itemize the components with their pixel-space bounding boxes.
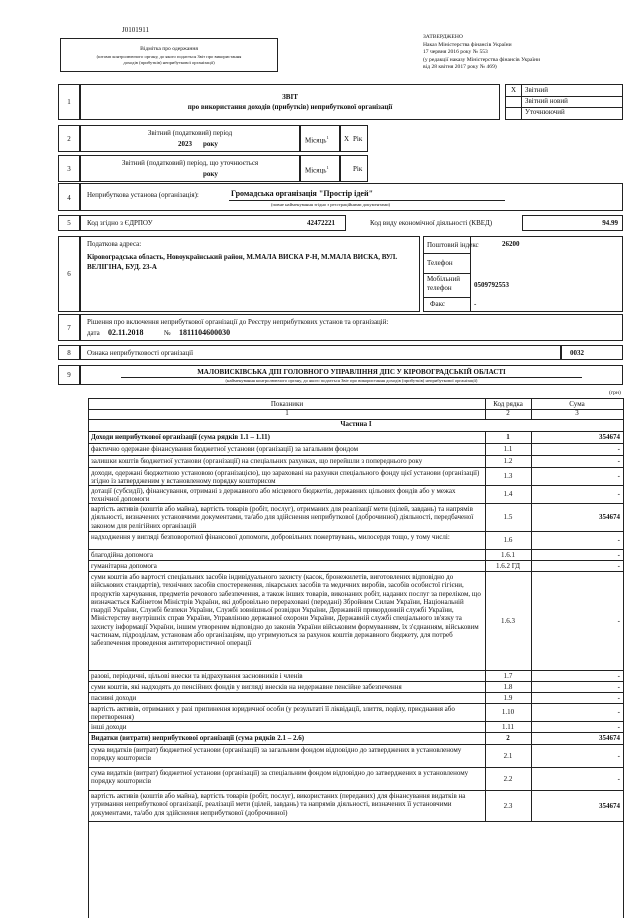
- column-number: 3: [575, 409, 579, 417]
- units-label: (грн): [609, 390, 621, 396]
- part-title: Частина I: [340, 420, 372, 428]
- corrected-period-year-word: року: [203, 170, 218, 178]
- mobile-label: Мобільний телефон: [427, 275, 460, 292]
- report-type-label: Звітний: [525, 86, 549, 94]
- row-label: разові, періодичні, цільові внески та відрахування засновників і членів: [91, 672, 303, 680]
- approval-line: 17 червня 2016 року № 553: [423, 49, 488, 56]
- indicators-table: [88, 398, 624, 918]
- row-sum[interactable]: -: [617, 536, 620, 544]
- receipt-stamp-line2: (штамп контролюючого органу, до якого подається Звіт про використання: [96, 54, 242, 59]
- row-label: сума видатків (витрат) бюджетної установи (організації) за загальним фондом відповідно до затверджених в установленому порядку кошторисів: [91, 746, 462, 763]
- approval-line: від 28 квітня 2017 року № 469): [423, 64, 497, 71]
- row-label: надходження у вигляді безповоротної фінансової допомоги, добровільних пожертвувань, милосердя тощо, у тому числі:: [91, 533, 450, 541]
- form-code: J0101911: [122, 26, 149, 34]
- decision-date-label: дата: [87, 329, 100, 337]
- row-6-number-cell: [58, 236, 80, 312]
- row-sum[interactable]: -: [617, 562, 620, 570]
- row-sum[interactable]: -: [617, 457, 620, 465]
- row-code: 1.6: [503, 536, 513, 544]
- table-row: [89, 468, 623, 485]
- year-cell: [340, 125, 368, 152]
- tax-authority-cell: [80, 365, 623, 385]
- table-row: [89, 704, 623, 721]
- approval-line: Наказ Міністерства фінансів України: [423, 41, 512, 48]
- nonprofit-sign-cell: [80, 345, 561, 360]
- row-sum[interactable]: -: [617, 683, 620, 691]
- tax-authority-note: (найменування контролюючого органу, до якого подається Звіт про використання доходів (прибутків) неприбуткової організації): [225, 378, 478, 383]
- table-row: [89, 722, 623, 732]
- table-row: [89, 550, 623, 560]
- month-cell: [300, 125, 340, 152]
- address-value[interactable]: Кіровоградська область, Новоукраїнський район, М.МАЛА ВИСКА Р-Н, М.МАЛА ВИСКА, ВУЛ. ВЕЛІГІНА, БУД. 23-А: [87, 253, 398, 271]
- row-1-number-cell: [58, 84, 80, 120]
- row-code: 2: [506, 734, 510, 742]
- table-row: [89, 456, 623, 467]
- corrected-period-label: Звітний (податковий) період, що уточнюється: [121, 159, 259, 167]
- row-sum[interactable]: -: [617, 445, 620, 453]
- nonprofit-sign-value-cell: [561, 345, 623, 360]
- receipt-stamp-line1: Відмітка про одержання: [140, 46, 198, 52]
- row-label: пасивні доходи: [91, 694, 137, 702]
- row-number: 4: [67, 194, 71, 202]
- row-sum[interactable]: -: [617, 708, 620, 716]
- organization-note: (повне найменування згідно з реєстраційними документами): [271, 202, 391, 207]
- row-code: 1.6.2 ГД: [496, 562, 520, 570]
- row-number: 6: [67, 270, 71, 278]
- tax-authority-name[interactable]: МАЛОВИСКІВСЬКА ДПІ ГОЛОВНОГО УПРАВЛІННЯ ДПС У КІРОВОГРАДСЬКІЙ ОБЛАСТІ: [197, 368, 506, 376]
- row-sum[interactable]: -: [617, 672, 620, 680]
- row-sum[interactable]: -: [617, 616, 620, 625]
- row-3-number-cell: [58, 155, 80, 182]
- row-sum[interactable]: -: [617, 551, 620, 559]
- month-label: Місяць: [305, 166, 327, 175]
- column-header-indicators: Показники: [270, 400, 304, 408]
- report-type-mark[interactable]: X: [510, 86, 517, 94]
- table-row: [89, 532, 623, 549]
- table-row: [89, 444, 623, 455]
- row-label: доходи, одержані бюджетною установою (організацією), що зараховані на рахунки спеціального фонду цієї установи (організації) згідно із затвердженим у встановленому порядку кошторисом: [91, 469, 480, 485]
- row-code: 1.1: [503, 445, 513, 453]
- year-checkbox-mark[interactable]: X: [344, 135, 350, 143]
- row-label: Доходи неприбуткової організації (сума рядків 1.1 – 1.11): [91, 433, 270, 441]
- mobile-value[interactable]: 0509792553: [474, 281, 509, 289]
- receipt-stamp-line3: доходів (прибутків) неприбуткової організації): [123, 60, 215, 65]
- row-sum[interactable]: 354674: [599, 433, 620, 441]
- column-header-code: Код рядка: [493, 400, 523, 408]
- row-label: фактично одержане фінансування бюджетної установи (організації) за загальним фондом: [91, 445, 359, 453]
- report-title: ЗВІТ: [282, 93, 298, 101]
- corrected-year-cell: [340, 155, 368, 182]
- row-sum[interactable]: -: [617, 751, 620, 760]
- corrected-period-cell: [80, 155, 300, 182]
- corrected-month-cell: [300, 155, 340, 182]
- row-8-number-cell: [58, 345, 80, 360]
- year-label: Рік: [353, 135, 363, 143]
- address-label: Податкова адреса:: [87, 240, 142, 248]
- row-sum[interactable]: -: [617, 694, 620, 702]
- contacts-box: [423, 236, 623, 312]
- fax-value[interactable]: -: [474, 300, 477, 308]
- table-row: [89, 768, 623, 790]
- row-code: 1.9: [503, 694, 513, 702]
- table-row: [89, 733, 623, 744]
- approval-line: (у редакції наказу Міністерства фінансів України: [423, 56, 541, 63]
- nonprofit-sign-label: Ознака неприбутковості організації: [87, 349, 194, 357]
- row-code: 2.3: [503, 801, 513, 810]
- row-sum[interactable]: 354674: [599, 734, 620, 742]
- nonprofit-sign-value[interactable]: 0032: [570, 349, 584, 357]
- report-title-cell: [80, 84, 500, 120]
- row-label: суми коштів, які надходять до пенсійних фондів у вигляді внесків на недержавне пенсійне забезпечення: [91, 683, 402, 691]
- row-code: 1.7: [503, 672, 513, 680]
- table-row: [89, 791, 623, 821]
- phone-label: Телефон: [427, 259, 453, 267]
- period-cell: [80, 125, 300, 152]
- kved-value[interactable]: 94.99: [602, 219, 618, 227]
- row-number: 9: [67, 371, 71, 379]
- footnote-mark: 1: [326, 135, 329, 140]
- period-label: Звітний (податковий) період: [147, 129, 233, 137]
- registry-decision-label: Рішення про включення неприбуткової організації до Реєстру неприбуткових установ та організацій:: [87, 318, 389, 326]
- row-number: 3: [67, 165, 71, 173]
- row-code: 1.10: [501, 708, 515, 716]
- row-9-number-cell: [58, 365, 80, 385]
- row-code: 2.2: [503, 774, 513, 783]
- approval-block: [423, 34, 540, 72]
- row-code: 1.6.1: [501, 551, 515, 559]
- column-number: 1: [285, 409, 289, 417]
- column-header-sum: Сума: [569, 400, 585, 408]
- table-row: [89, 693, 623, 703]
- row-label: благодійна допомога: [91, 551, 153, 559]
- row-label: вартість активів (коштів або майна), вартість товарів (робіт, послуг), використаних (переданих) для фінансування видатків на утримання неприбуткової організації, реалізації мети (цілей, завдань) та напрямів діяльності, визначених її установчими документами, та/або для здійснення неприбуткової (доброчинної): [91, 792, 466, 817]
- fax-label: Факс: [430, 300, 445, 308]
- organization-cell: [80, 183, 623, 211]
- row-sum[interactable]: -: [617, 472, 620, 480]
- report-subtitle: про використання доходів (прибутків) неприбуткової організації: [187, 103, 393, 111]
- row-code: 1.8: [503, 683, 513, 691]
- row-code: 1.5: [503, 513, 513, 521]
- row-number: 5: [67, 219, 71, 227]
- row-label: суми коштів або вартості спеціальних засобів індивідуального захисту (касок, бронежилетів, виготовлених відповідно до військових стандартів), технічних засобів спостереження, лікарських засобів та медичних виробів, засобів особистої гігієни, продуктів харчування, предметів речового забезпечення, а також інших товарів, виконаних робіт, наданих послуг за переліком, що визначається Кабінетом Міністрів України, які добровільно перераховані (передані) Збройним Силам України, Національній гвардії України, Службі безпеки України, Службі зовнішньої розвідки України, Державній прикордонній службі України, Міністерству внутрішніх справ України, Управлінню державної охорони України, Державній службі спеціального зв'язку та захисту інформації України, іншим утвореним відповідно до законів України військовим формуванням, їх з'єднанням, військовим частинам, підрозділам, установам або організаціям, що утримуються за рахунок коштів державного бюджету, для потреб забезпечення проведення антитерористичної операції: [91, 573, 481, 648]
- edrpou-label: Код згідно з ЄДРПОУ: [87, 219, 153, 227]
- row-number: 8: [67, 349, 71, 357]
- row-sum[interactable]: 354674: [599, 513, 620, 521]
- registry-decision-cell: [80, 314, 623, 341]
- decision-number-label: №: [164, 329, 171, 337]
- row-code: 1.11: [502, 723, 514, 731]
- row-label: залишки коштів бюджетної установи (організації) на спеціальних рахунках, що перейшли з попереднього року: [91, 457, 423, 465]
- report-type-label: Уточнюючий: [525, 108, 565, 116]
- row-code: 1.2: [503, 457, 513, 465]
- receipt-stamp-box: [60, 38, 278, 72]
- edrpou-value[interactable]: 42472221: [307, 219, 335, 227]
- row-label: вартість активів, отриманих у разі припинення юридичної особи (у результаті її ліквідації, злиття, поділу, приєднання або перетворення): [91, 705, 455, 721]
- row-code: 1.6.3: [501, 616, 515, 625]
- year-label: Рік: [353, 165, 363, 173]
- row-sum[interactable]: -: [617, 490, 620, 498]
- approval-line: ЗАТВЕРДЖЕНО: [423, 34, 463, 40]
- table-row: [89, 504, 623, 531]
- row-label: сума видатків (витрат) бюджетної установи (організації) за спеціальним фондом відповідно до затверджених в установленому порядку кошторисів: [91, 769, 469, 786]
- report-type-label: Звітний новий: [525, 97, 568, 105]
- report-type-box: [505, 84, 623, 120]
- row-5-number-cell: [58, 215, 80, 231]
- row-sum[interactable]: 354674: [599, 801, 620, 810]
- row-label: Видатки (витрати) неприбуткової організації (сума рядків 2.1 – 2.6): [91, 734, 305, 742]
- row-code: 1.4: [503, 490, 513, 498]
- organization-label: Неприбуткова установа (організація):: [87, 191, 199, 199]
- period-year-value[interactable]: 2023: [178, 140, 192, 148]
- column-number: 2: [506, 409, 510, 417]
- decision-date-value[interactable]: 02.11.2018: [108, 328, 144, 337]
- row-2-number-cell: [58, 125, 80, 152]
- kved-label: Код виду економічної діяльності (КВЕД): [370, 219, 493, 227]
- row-label: гуманітарна допомога: [91, 562, 157, 570]
- row-number: 2: [67, 135, 71, 143]
- row-sum[interactable]: -: [617, 723, 620, 731]
- row-label: дотації (субсидії), фінансування, отримані з державного або місцевого бюджетів, державних цільових фондів або у межах технічної допомоги: [91, 487, 456, 503]
- table-row: [89, 745, 623, 767]
- postal-code-label: Поштовий індекс: [427, 241, 479, 249]
- period-year-word: року: [203, 140, 218, 148]
- table-row: [89, 572, 623, 670]
- row-7-number-cell: [58, 314, 80, 341]
- row-4-number-cell: [58, 183, 80, 211]
- table-row: [89, 671, 623, 681]
- row-sum[interactable]: -: [617, 774, 620, 783]
- month-label: Місяць: [305, 136, 327, 145]
- organization-name[interactable]: Громадська організація "Простір ідей": [231, 189, 374, 198]
- row-code: 1: [506, 433, 510, 441]
- table-row: [89, 561, 623, 571]
- kved-cell: [522, 215, 623, 231]
- row-label: вартість активів (коштів або майна), вартість товарів (робіт, послуг), отриманих для реалізації мети (цілей, завдань) та напрямів діяльності, визначених установчими документами, та/або для здійснення неприбуткової (доброчинної) діяльності, передбаченої законом для релігійних організацій: [91, 505, 474, 530]
- address-cell: [80, 236, 420, 312]
- decision-number-value[interactable]: 1811104600030: [179, 328, 231, 337]
- row-number: 1: [67, 98, 71, 106]
- footnote-mark: 1: [326, 165, 329, 170]
- row-code: 2.1: [503, 751, 513, 760]
- row-label: інші доходи: [91, 723, 127, 731]
- row-number: 7: [67, 324, 71, 332]
- table-row: [89, 432, 623, 443]
- edrpou-cell: [80, 215, 346, 231]
- table-row: [89, 682, 623, 692]
- table-row: [89, 486, 623, 503]
- postal-code-value[interactable]: 26200: [502, 240, 520, 248]
- row-code: 1.3: [503, 472, 513, 480]
